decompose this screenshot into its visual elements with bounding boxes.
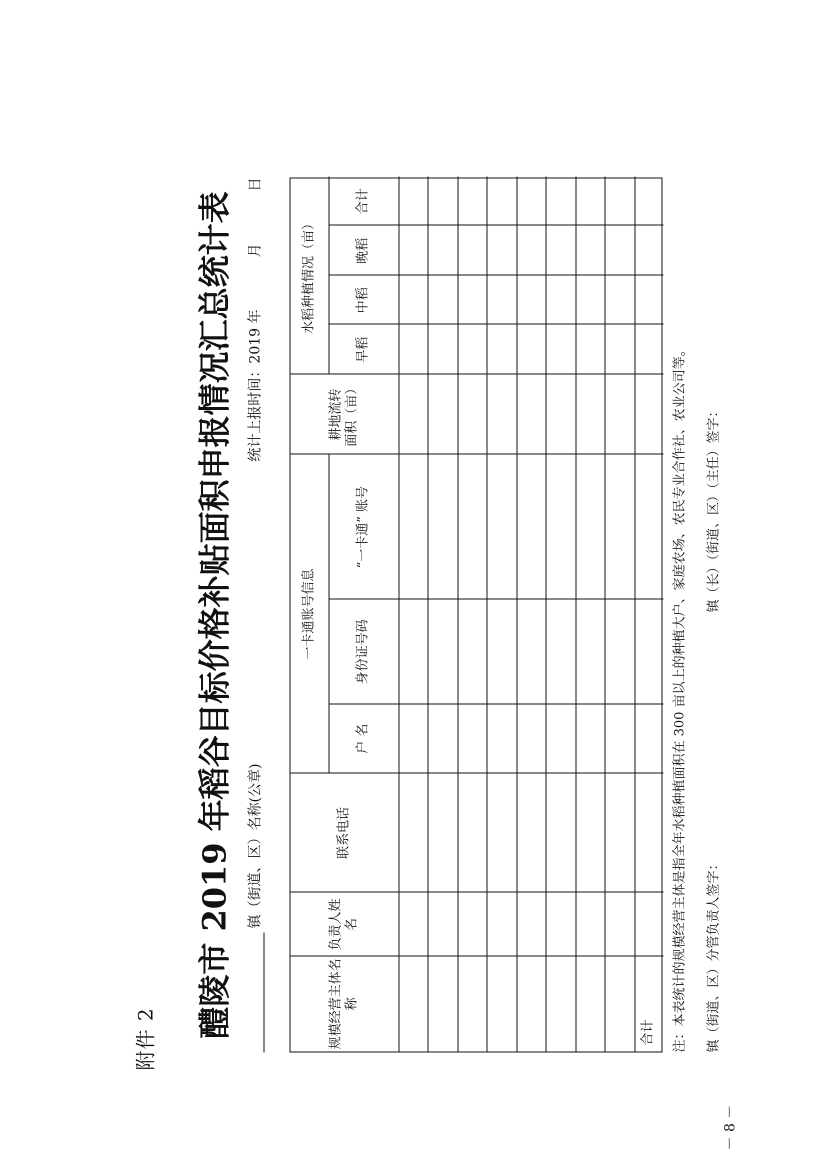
header-phone: 联系电话 — [336, 806, 352, 859]
report-time-label: 统计上报时间：2019 年 — [247, 309, 264, 462]
header-late-rice: 晚稻 — [355, 237, 371, 264]
table-row — [428, 179, 457, 1052]
report-time — [245, 178, 265, 468]
header-divider-card-group — [329, 455, 330, 773]
supervisor-signature: 镇（街道、区）分管负责人签字： — [706, 857, 722, 1053]
header-card-account: “一卡通” 账号 — [355, 485, 371, 569]
table-row — [605, 179, 634, 1052]
header-transfer-area: 耕地流转面积（亩） — [328, 381, 360, 447]
header-divider-rice-group — [329, 177, 330, 375]
town-head-signature: 镇（长）（街道、区）（主任）签字： — [706, 404, 722, 613]
table-row — [457, 179, 486, 1052]
summary-table — [290, 178, 663, 1053]
header-rice-total: 合计 — [355, 188, 371, 215]
table-row-rule — [634, 177, 635, 1052]
header-person-name: 负责人姓名 — [328, 898, 360, 951]
page-title: 醴陵市 2019 年稻谷目标价格补贴面积申报情况汇总统计表 — [195, 191, 234, 1039]
header-early-rice: 早稻 — [355, 336, 371, 363]
form-meta-row — [245, 178, 269, 1053]
total-row-label: 合计 — [640, 1019, 656, 1046]
table-row — [399, 179, 428, 1052]
header-id-number: 身份证号码 — [355, 619, 371, 685]
table-note: 注：本表统计的规模经营主体是指全年水稻种植面积在 300 亩以上的种植大户、家庭农场、农民专业合作社、农业公司等。 — [672, 343, 688, 1053]
table-row — [546, 179, 575, 1052]
table-row — [487, 179, 516, 1052]
table-row — [516, 179, 545, 1052]
report-time-day: 日 — [247, 177, 264, 192]
signature-row — [703, 178, 723, 1053]
town-name-label: 镇（街道、区）名称(公章) — [247, 763, 264, 929]
town-name-blank — [249, 933, 265, 1053]
header-card-group: 一卡通账号信息 — [301, 568, 317, 660]
table-row — [575, 179, 604, 1052]
page-number: － 8 － — [722, 1104, 739, 1151]
attachment-label: 附件 2 — [133, 1007, 158, 1071]
header-middle-rice: 中稻 — [355, 287, 371, 314]
rotated-landscape-sheet — [0, 1, 827, 1171]
header-rice-group: 水稻种植情况（亩） — [301, 217, 317, 335]
header-account-holder: 户 名 — [355, 723, 371, 754]
town-name-line — [245, 764, 265, 1053]
header-entity-name: 规模经营主体名称 — [328, 958, 360, 1050]
report-time-month: 月 — [247, 243, 264, 258]
